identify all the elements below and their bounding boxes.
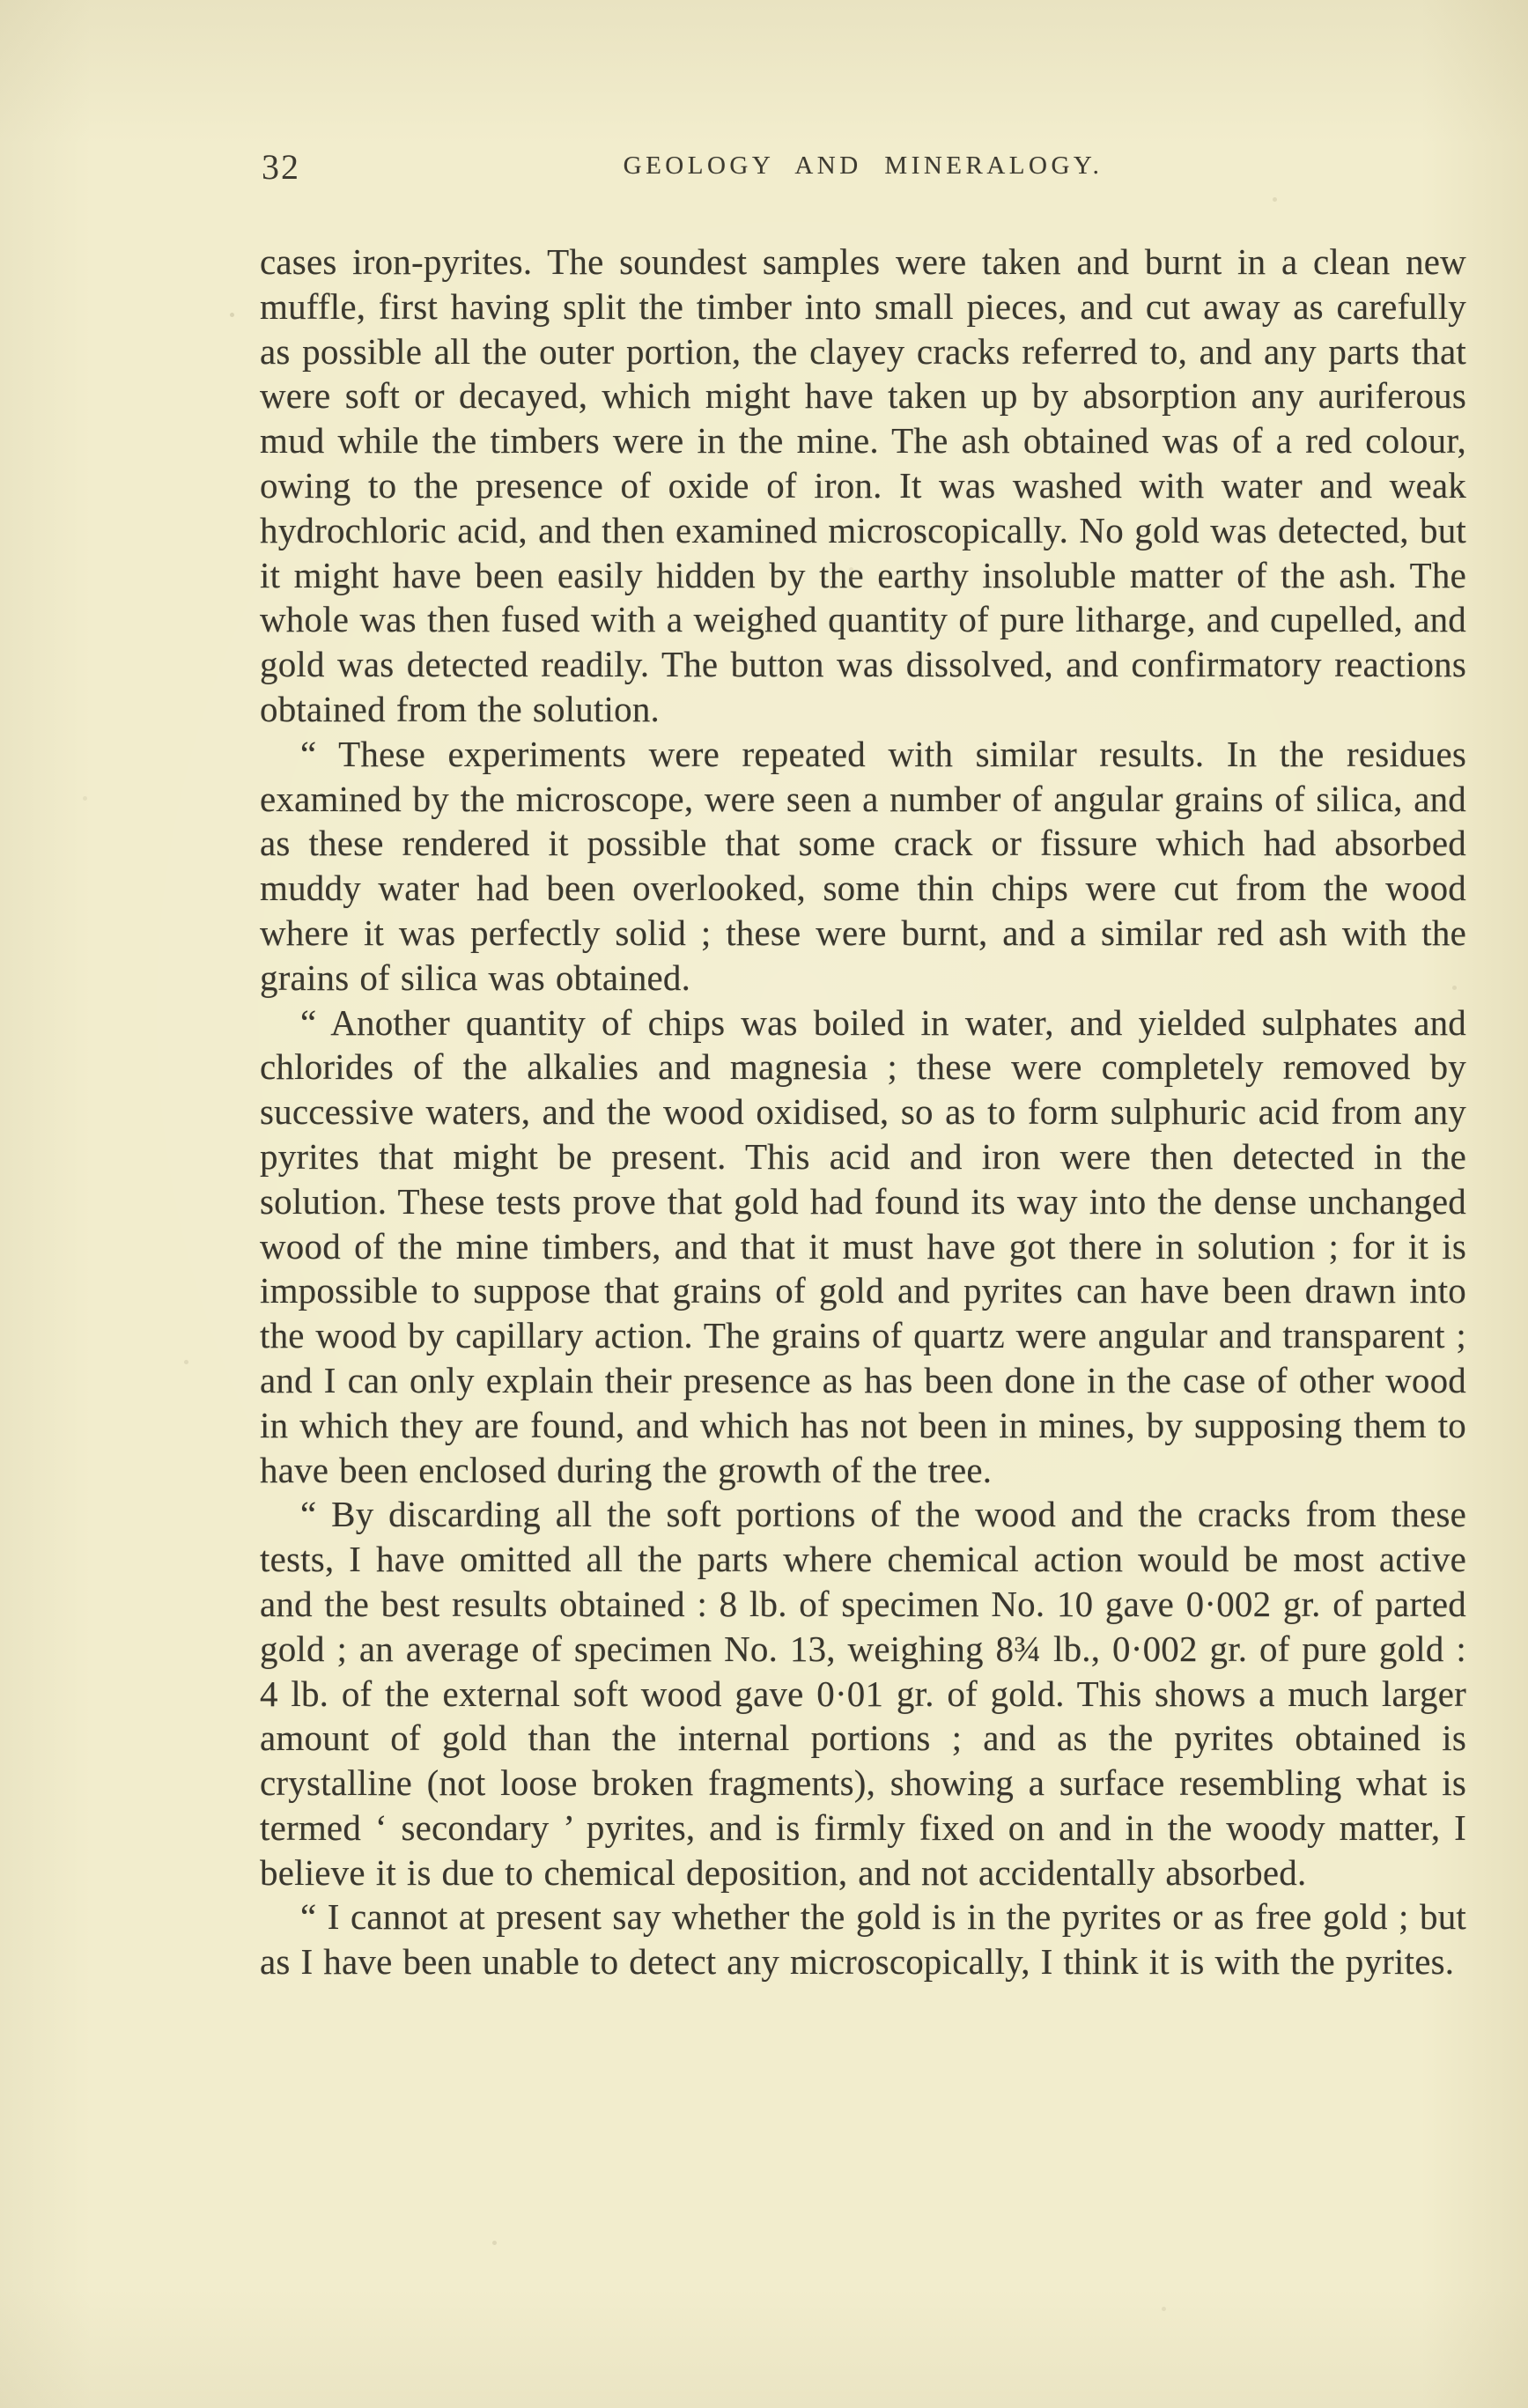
paragraph: “ Another quantity of chips was boiled in water, and yielded sulphates and chlorides of the alkalies and magnesia ; these were completely removed by successive waters, and the wood oxidised, so as to form sulphuric acid from any pyrites that might be present. This acid and iron were then detected in the solution. These tests prove that gold had found its way into the dense unchanged wood of the mine timbers, and that it must have got there in solution ; for it is impossible to suppose that grains of gold and pyrites can have been drawn into the wood by capillary action. The grains of quartz were angular and transparent ; and I can only explain their presence as has been done in the case of other wood in which they are found, and which has not been in mines, by supposing them to have been enclosed during the growth of the tree. [260,1001,1466,1490]
page-body [0,240,1528,1984]
paragraph: “ These experiments were repeated with similar results. In the residues examined by the microscope, were seen a number of angular grains of silica, and as these rendered it possible that some crack or fissure which had absorbed muddy water had been overlooked, some thin chips were cut from the wood where it was perfectly solid ; these were burnt, and a similar red ash with the grains of silica was obtained. [260,733,1466,998]
running-header: GEOLOGY AND MINERALOGY. [623,151,1104,180]
page-number: 32 [262,147,300,187]
paragraph: cases iron-pyrites. The soundest samples were taken and burnt in a clean new muffle, first having split the timber into small pieces, and cut away as carefully as possible all the outer portion, the clayey cracks referred to, and any parts that were soft or decayed, which might have taken up by absorption any auriferous mud while the timbers were in the mine. The ash obtained was of a red colour, owing to the presence of oxide of iron. It was washed with water and weak hydrochloric acid, and then examined microscopically. No gold was detected, but it might have been easily hidden by the earthy insoluble matter of the ash. The whole was then fused with a weighed quantity of pure litharge, and cupelled, and gold was detected readily. The button was dissolved, and confirmatory reactions obtained from the solution. [260,241,1466,729]
paragraph: “ By discarding all the soft portions of the wood and the cracks from these tests, I have omitted all the parts where chemical action would be most active and the best results obtained : 8 lb. of specimen No. 10 gave 0·002 gr. of parted gold ; an average of specimen No. 13, weighing 8¾ lb., 0·002 gr. of pure gold : 4 lb. of the external soft wood gave 0·01 gr. of gold. This shows a much larger amount of gold than the internal portions ; and as the pyrites obtained is crystalline (not loose broken fragments), showing a surface resembling what is termed ‘ secondary ’ pyrites, and is firmly fixed on and in the woody matter, I believe it is due to chemical deposition, and not accidentally absorbed. [260,1494,1466,1893]
paper-specks [0,0,3,3]
paragraph: “ I cannot at present say whether the gold is in the pyrites or as free gold ; but as I have been unable to detect any microscopically, I think it is with the pyrites. [260,1896,1466,1983]
page-header [0,147,1528,192]
